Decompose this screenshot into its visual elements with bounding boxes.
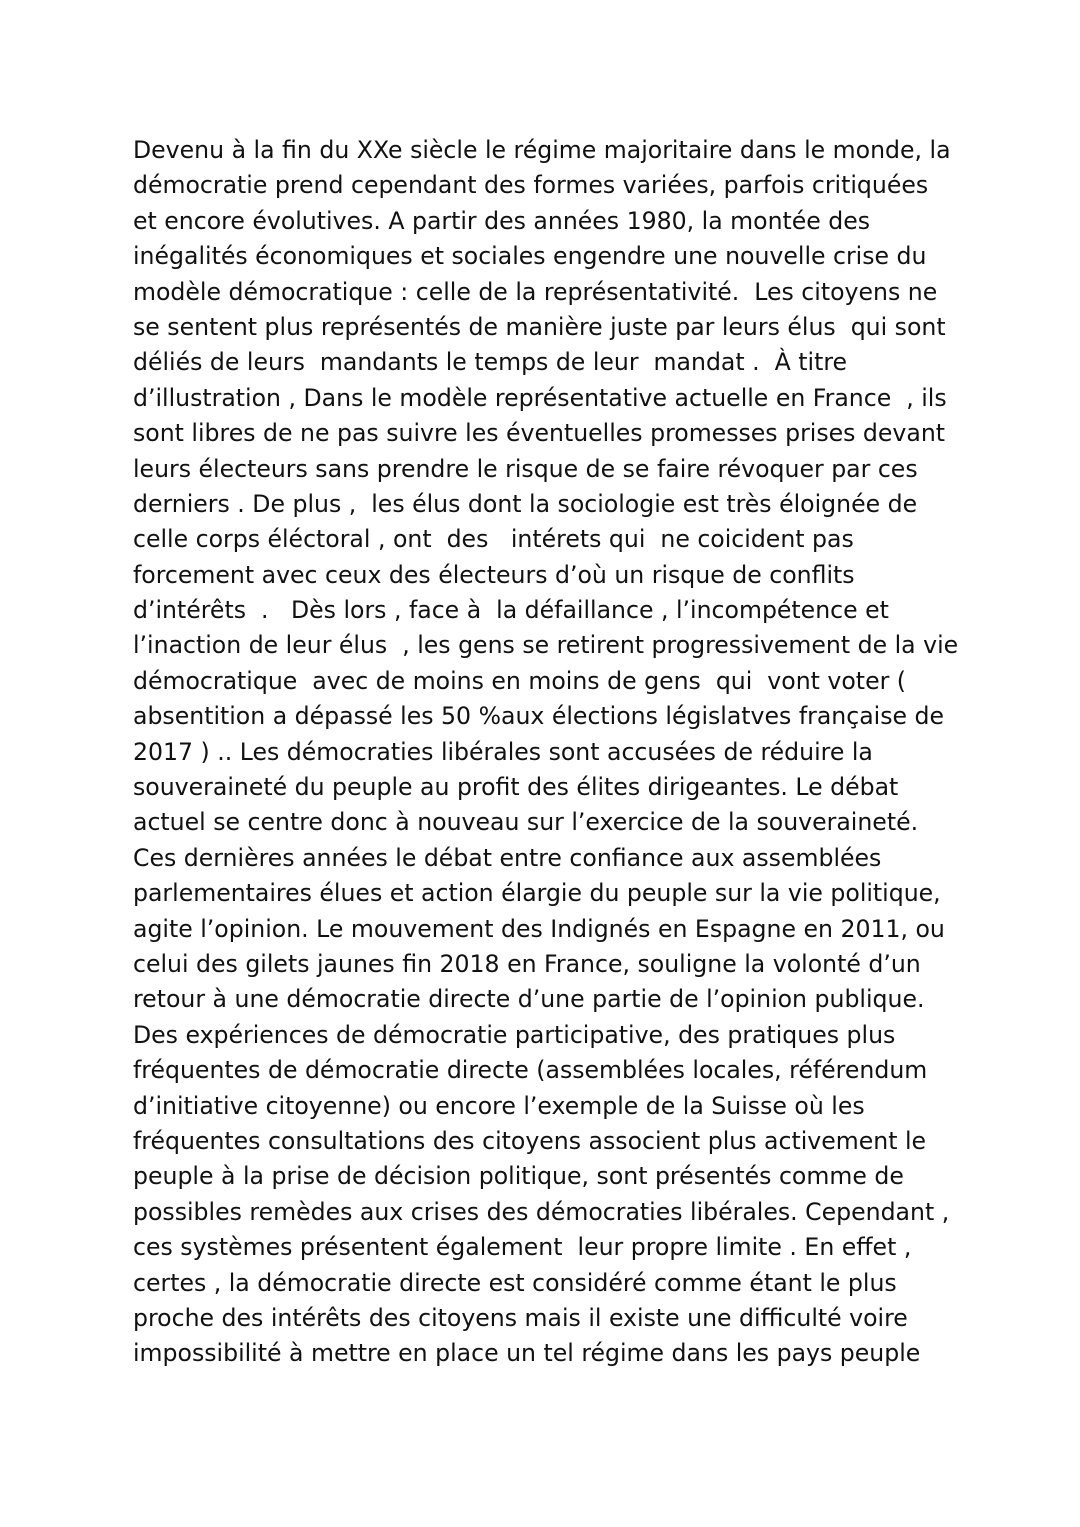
text-line: retour à une démocratie directe d’une partie de l’opinion publique.	[133, 985, 925, 1014]
text-line: celui des gilets jaunes fin 2018 en France, souligne la volonté d’un	[133, 949, 921, 978]
text-line: actuel se centre donc à nouveau sur l’exercice de la souveraineté.	[133, 808, 919, 837]
text-line: l’inaction de leur élus , les gens se retirent progressivement de la vie	[133, 631, 959, 660]
text-line: d’intérêts . Dès lors , face à la défaillance , l’incompétence et	[133, 596, 889, 625]
text-line: agite l’opinion. Le mouvement des Indignés en Espagne en 2011, ou	[133, 914, 945, 943]
text-line: déliés de leurs mandants le temps de leur mandat . À titre	[133, 348, 848, 377]
text-line: sont libres de ne pas suivre les éventuelles promesses prises devant	[133, 419, 946, 448]
text-line: Ces dernières années le débat entre confiance aux assemblées	[133, 843, 882, 872]
text-line: d’illustration , Dans le modèle représentative actuelle en France , ils	[133, 383, 947, 412]
text-line: ces systèmes présentent également leur propre limite . En effet ,	[133, 1233, 912, 1262]
text-line: certes , la démocratie directe est considéré comme étant le plus	[133, 1268, 897, 1297]
text-line: Devenu à la fin du XXe siècle le régime majoritaire dans le monde, la	[133, 136, 951, 164]
text-line: se sentent plus représentés de manière juste par leurs élus qui sont	[133, 312, 946, 341]
text-line: parlementaires élues et action élargie du peuple sur la vie politique,	[133, 879, 941, 908]
text-line: inégalités économiques et sociales engendre une nouvelle crise du	[133, 242, 927, 271]
text-line: Des expériences de démocratie participative, des pratiques plus	[133, 1020, 896, 1049]
text-line: peuple à la prise de décision politique, sont présentés comme de	[133, 1162, 904, 1191]
text-line: possibles remèdes aux crises des démocraties libérales. Cependant ,	[133, 1197, 950, 1226]
text-line: démocratie prend cependant des formes variées, parfois critiquées	[133, 171, 929, 200]
body-paragraph	[133, 133, 1033, 1372]
text-line: forcement avec ceux des électeurs d’où un risque de conflits	[133, 560, 855, 589]
text-line: fréquentes consultations des citoyens associent plus activement le	[133, 1126, 927, 1155]
text-line: démocratique avec de moins en moins de gens qui vont voter (	[133, 666, 906, 695]
text-line: impossibilité à mettre en place un tel régime dans les pays peuple	[133, 1339, 921, 1368]
text-line: d’initiative citoyenne) ou encore l’exemple de la Suisse où les	[133, 1091, 865, 1120]
text-line: modèle démocratique : celle de la représentativité. Les citoyens ne	[133, 277, 938, 306]
text-line: derniers . De plus , les élus dont la sociologie est très éloignée de	[133, 489, 918, 518]
text-line: proche des intérêts des citoyens mais il existe une difficulté voire	[133, 1303, 908, 1332]
text-line: fréquentes de démocratie directe (assemblées locales, référendum	[133, 1056, 928, 1085]
text-line: 2017 ) .. Les démocraties libérales sont accusées de réduire la	[133, 737, 873, 766]
text-line: et encore évolutives. A partir des années 1980, la montée des	[133, 206, 871, 235]
text-line: absentition a dépassé les 50 %aux élections législatves française de	[133, 702, 945, 731]
text-line: celle corps éléctoral , ont des intérets qui ne coicident pas	[133, 525, 854, 554]
text-line: souveraineté du peuple au profit des élites dirigeantes. Le débat	[133, 773, 899, 802]
text-line: leurs électeurs sans prendre le risque de se faire révoquer par ces	[133, 454, 918, 483]
